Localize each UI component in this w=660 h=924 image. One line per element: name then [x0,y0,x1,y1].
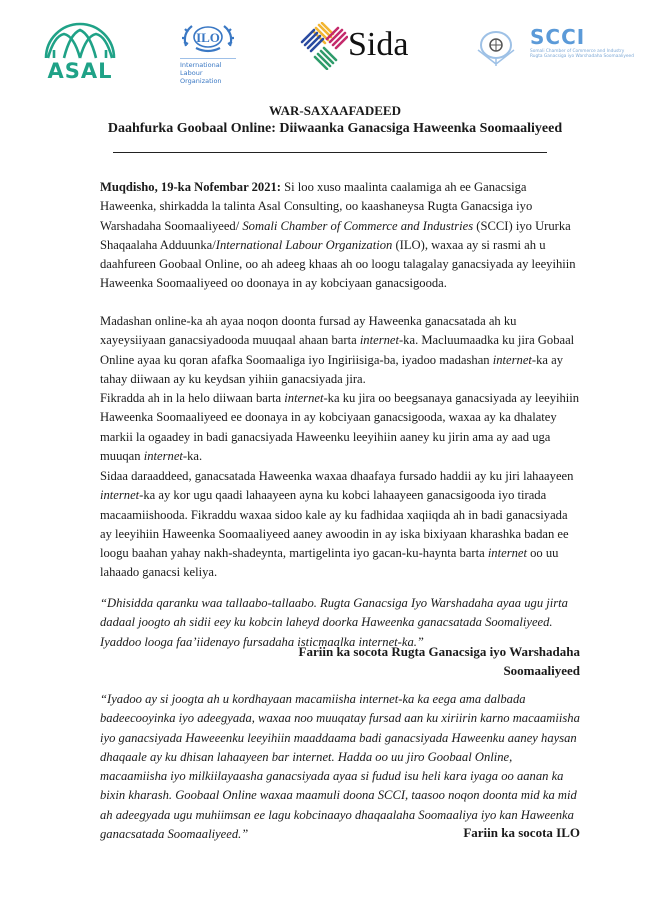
quote-ilo: “Iyadoo ay si joogta ah u kordhayaan macamiisha internet-ka ka eega ama dalbada badeecooyinka iyo adeegyada, waxaa noo muuqatay fursad aan ku xiriirin karno macaamiisha iyo ganacsiyada Haweeenku leeyihiin maaddaama badi ganacsiyada Haweenku aaney haysan dhaqaale ay ku dhisan lahaayeen bar internet. Hadda oo uu jiro Goobaal Online, macaamiisha iyo milkiilayaasha ganacsiyada ayaa si fudud isu heli kara iyaga oo aanan ka bixin kharash. Goobaal Online waxaa maamuli doona SCCI, taasoo noqon doonta mid ka mid ah adeegyada ugu muhiimsan ee lagu kobcinaayo dhaqaalaha Soomaaliya iyo kan Haweenka ganacsatada Soomaaliyeed.” [100,692,580,842]
paragraph-opportunity: Sidaa daraaddeed, ganacsatada Haweenka waxaa dhaafaya fursado haddii ay ku jiri lahaayeen internet-ka ay kor ugu qaadi lahaayeen ayna ku kobci lahaayeen ganacsigooda iyo tirada macaamiishooda. Fikraddu waxaa sidoo kale ay ku fadhidaa xaqiiqda ah in badi ganacsiyada ay leeyihiin Haweenka Soomaaliyeed aaney awoodin in ay iska bixiyaan kharashka badan ee loogu baahan yahay nakh-shadeynta, martigelinta iyo gacan-ku-haynta barta internet oo uu lahaado ganacsi keliya. [100,469,574,580]
ilo-logo-text: International Labour Organization [180,58,236,85]
title-underline [113,152,547,153]
paragraph-intro: Muqdisho, 19-ka Nofembar 2021: Si loo xuso maalinta caalamiga ah ee Ganacsiga Haweenka, shirkadda la talinta Asal Consulting, oo kaashaneysa Rugta Ganacsiga iyo Warshadaha Soomaaliyeed/ Somali Chamber of Commerce and Industries (SCCI) iyo Ururka Shaqaalaha Adduunka/International Labour Organization (ILO), waxaa ay si rasmi ah u daahfureen Goobaal Online, oo ah adeeg khaas ah oo loogu talagalay ganacsiyada ay leeyihiin Haweenka Soomaaliyeed oo doonaya in ay kobciyaan ganacsigooda. [100,180,576,291]
quote-scci: “Dhisidda qaranku waa tallaabo-tallaabo. Rugta Ganacsiga Iyo Warshadaha ayaa ugu jirta dadaal joogto ah sidii eey ku kobcin laheyd doorka Haweenka ganacsatada Soomaliyeed. Iyaddoo looga faa’iidenayo fursadaha isticmaalka internet-ka.” [100,596,568,649]
sida-logo-text: Sida [348,26,409,63]
ilo-logo [178,22,240,88]
scci-logo [474,25,654,68]
ilo-emblem-text: ILO [196,30,220,45]
asal-logo [40,20,120,86]
document-header [100,102,570,138]
dome-icon [40,20,120,60]
press-release-label: WAR-SAXAAFADEED [269,103,401,118]
sida-logo [300,22,440,72]
attribution-ilo: Fariin ka socota ILO [463,825,580,840]
document-title: Daahfurka Goobaal Online: Diiwaanka Ganacsiga Haweenka Soomaaliyeed [107,121,563,136]
scci-logo-title: SCCI [530,25,586,49]
laurel-emblem-icon [178,22,238,56]
attribution-scci: Fariin ka socota Rugta Ganacsiga iyo Warshadaha Soomaaliyeed [298,644,580,678]
asal-logo-text: ASAL [47,59,113,83]
scci-logo-subtitle: Somali Chamber of Commerce and Industry Rugta Ganacsiga iyo Warshadaha Soomaaliyeed [530,49,634,59]
paragraph-idea: Fikradda ah in la helo diiwaan barta internet-ka ku jira oo beegsanaya ganacsiyada ay leeyihiin Haweenka Soomaaliyeed ee doonaya in ay kobciyaan ganacsigooda, waxaa ay ka dhalatey markii la ogaadey in badi ganacsiyada Haweenku leeyihiin aaney ku jirin ama ay aad uga muuqan internet-ka. [100,391,580,463]
paragraph-platform: Madashan online-ka ah ayaa noqon doonta fursad ay Haweenka ganacsatada ah ku xayeysiiyaan ganacsiyadooda muuqaal ahaan barta internet-ka. Macluumaadka ku jira Gobaal Online ayaa ku qoran afafka Soomaaliga iyo Ingiriisiga-ba, iyadoo madashan internet-ka ay tahay diiwaan ay ku keydsan yihiin ganacsiyada jira. [100,314,575,386]
globe-seal-icon [474,28,518,68]
logo-strip [0,0,660,95]
dateline: Muqdisho, 19-ka Nofembar 2021: [100,180,281,194]
woven-squares-icon [300,22,348,70]
